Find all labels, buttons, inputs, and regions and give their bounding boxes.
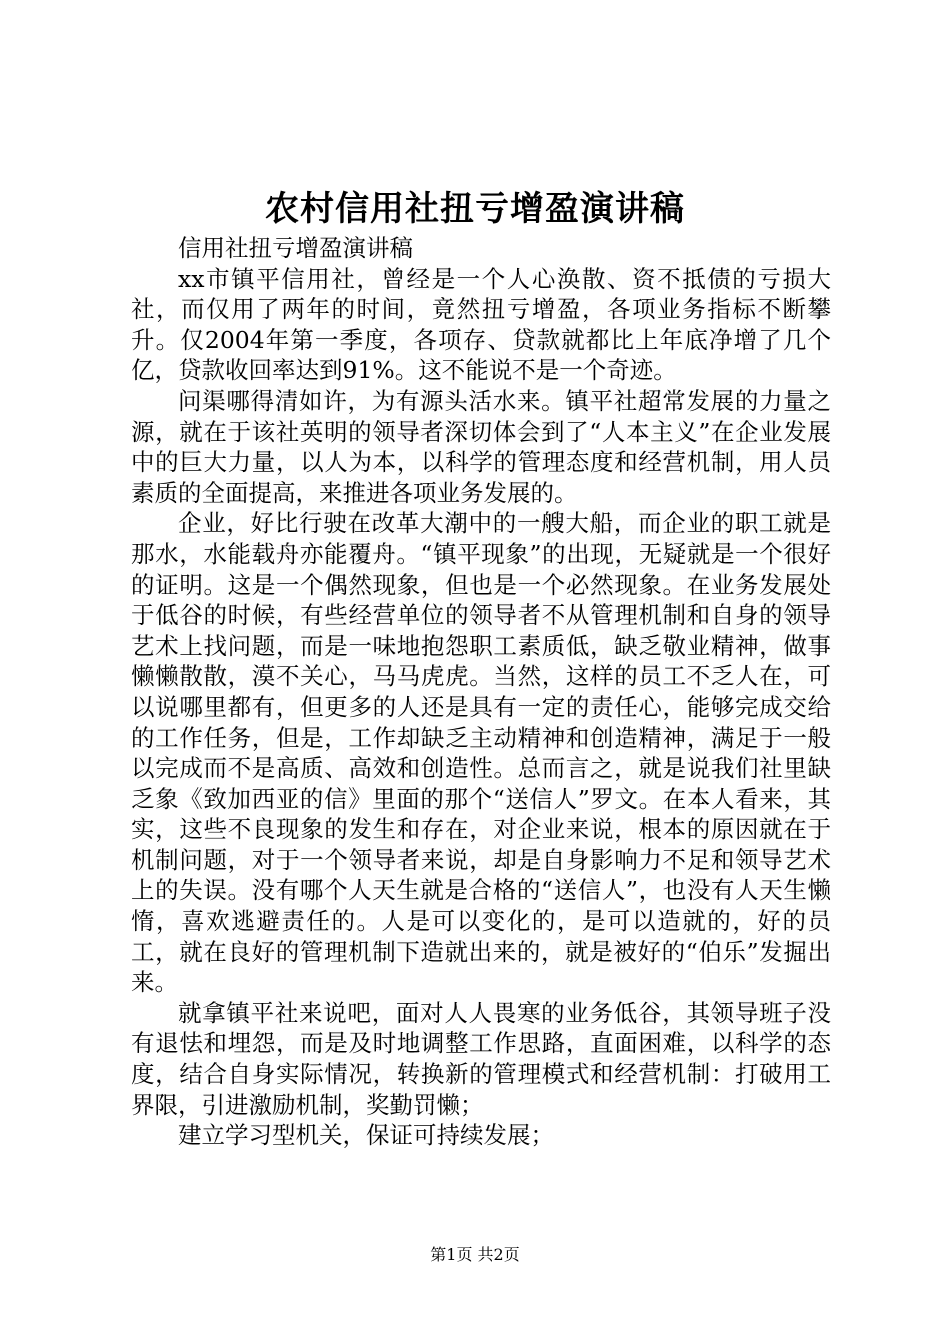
body-paragraph: 企业，好比行驶在改革大潮中的一艘大船，而企业的职工就是那水，水能载舟亦能覆舟。“镇平现象”的出现，无疑就是一个很好的证明。这是一个偶然现象，但也是一个必然现象。在业务发展处于低谷的时候，有些经营单位的领导者不从管理机制和自身的领导艺术上找问题，而是一味地抱怨职工素质低，缺乏敬业精神，做事懒懒散散，漠不关心，马马虎虎。当然，这样的员工不乏人在，可以说哪里都有，但更多的人还是具有一定的责任心，能够完成交给的工作任务，但是，工作却缺乏主动精神和创造精神，满足于一般以完成而不是高质、高效和创造性。总而言之，就是说我们社里缺乏象《致加西亚的信》里面的那个“送信人”罗文。在本人看来，其实，这些不良现象的发生和存在，对企业来说，根本的原因就在于机制问题，对于一个领导者来说，却是自身影响力不足和领导艺术上的失误。没有哪个人天生就是合格的“送信人”，也没有人天生懒惰，喜欢逃避责任的。人是可以变化的，是可以造就的，好的员工，就在良好的管理机制下造就出来的，就是被好的“伯乐”发掘出来。 (131, 509, 831, 997)
body-paragraph: 就拿镇平社来说吧，面对人人畏寒的业务低谷，其领导班子没有退怯和埋怨，而是及时地调整工作思路，直面困难，以科学的态度，结合自身实际情况，转换新的管理模式和经营机制：打破用工界限，引进激励机制，奖勤罚懒； (131, 998, 831, 1119)
document-title: 农村信用社扭亏增盈演讲稿 (265, 189, 685, 229)
document-body (131, 233, 831, 1151)
subtitle-paragraph: 信用社扭亏增盈演讲稿 (178, 234, 413, 262)
body-paragraph: 建立学习型机关，保证可持续发展； (178, 1121, 554, 1150)
body-paragraph: xx市镇平信用社，曾经是一个人心涣散、资不抵债的亏损大社，而仅用了两年的时间，竟然扭亏增盈，各项业务指标不断攀升。仅2004年第一季度，各项存、贷款就都比上年底净增了几个亿，贷款收回率达到91%。这不能说不是一个奇迹。 (131, 264, 831, 385)
page-number-footer: 第1页 共2页 (430, 1245, 520, 1264)
body-paragraph: 问渠哪得清如许，为有源头活水来。镇平社超常发展的力量之源，就在于该社英明的领导者深切体会到了“人本主义”在企业发展中的巨大力量，以人为本，以科学的管理态度和经营机制，用人员素质的全面提高，来推进各项业务发展的。 (131, 386, 831, 507)
